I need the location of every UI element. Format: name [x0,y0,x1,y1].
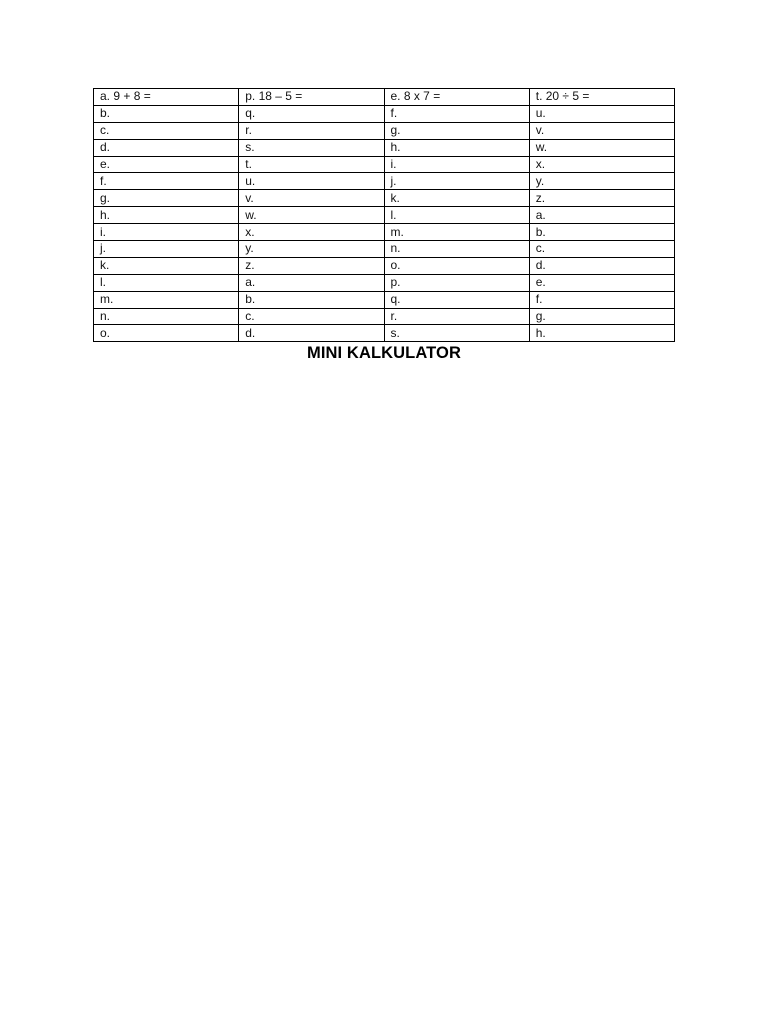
table-cell: s. [239,139,384,156]
table-cell: j. [94,241,239,258]
table-cell: d. [239,325,384,342]
table-cell: z. [239,257,384,274]
table-cell: e. [94,156,239,173]
table-cell: u. [239,173,384,190]
table-cell: b. [94,105,239,122]
page-title: MINI KALKULATOR [307,344,461,362]
table-cell: w. [529,139,674,156]
table-cell: e. 8 x 7 = [384,89,529,106]
table-row [94,173,675,190]
table-cell: c. [94,122,239,139]
table-cell: n. [384,241,529,258]
table-cell: m. [94,291,239,308]
table-cell: u. [529,105,674,122]
table-row [94,241,675,258]
table-row [94,325,675,342]
table-cell: i. [94,224,239,241]
table-cell: r. [239,122,384,139]
table-cell: v. [239,190,384,207]
table-row [94,89,675,106]
table-cell: x. [239,224,384,241]
table-cell: q. [384,291,529,308]
table-row [94,291,675,308]
table-cell: t. [239,156,384,173]
table-cell: z. [529,190,674,207]
worksheet-table-body [94,89,675,342]
table-cell: g. [529,308,674,325]
table-cell: d. [94,139,239,156]
table-cell: g. [94,190,239,207]
table-cell: a. 9 + 8 = [94,89,239,106]
worksheet-table [93,88,675,342]
table-cell: t. 20 ÷ 5 = [529,89,674,106]
table-cell: j. [384,173,529,190]
table-cell: q. [239,105,384,122]
table-cell: l. [94,274,239,291]
table-cell: h. [529,325,674,342]
table-cell: a. [239,274,384,291]
table-row [94,224,675,241]
table-cell: x. [529,156,674,173]
table-row [94,156,675,173]
table-cell: c. [239,308,384,325]
table-cell: k. [94,257,239,274]
table-row [94,274,675,291]
table-cell: f. [94,173,239,190]
table-cell: p. [384,274,529,291]
table-cell: l. [384,207,529,224]
table-cell: k. [384,190,529,207]
table-row [94,207,675,224]
table-cell: e. [529,274,674,291]
table-row [94,122,675,139]
table-cell: f. [384,105,529,122]
table-cell: h. [384,139,529,156]
table-cell: a. [529,207,674,224]
table-cell: y. [529,173,674,190]
table-cell: p. 18 – 5 = [239,89,384,106]
table-row [94,105,675,122]
table-cell: b. [239,291,384,308]
table-cell: o. [94,325,239,342]
table-cell: r. [384,308,529,325]
table-row [94,190,675,207]
table-cell: c. [529,241,674,258]
table-cell: h. [94,207,239,224]
table-cell: w. [239,207,384,224]
table-row [94,139,675,156]
table-cell: n. [94,308,239,325]
table-cell: v. [529,122,674,139]
table-cell: i. [384,156,529,173]
table-cell: f. [529,291,674,308]
table-row [94,257,675,274]
table-cell: s. [384,325,529,342]
table-cell: y. [239,241,384,258]
table-cell: b. [529,224,674,241]
table-cell: d. [529,257,674,274]
table-row [94,308,675,325]
table-cell: m. [384,224,529,241]
table-cell: o. [384,257,529,274]
table-cell: g. [384,122,529,139]
